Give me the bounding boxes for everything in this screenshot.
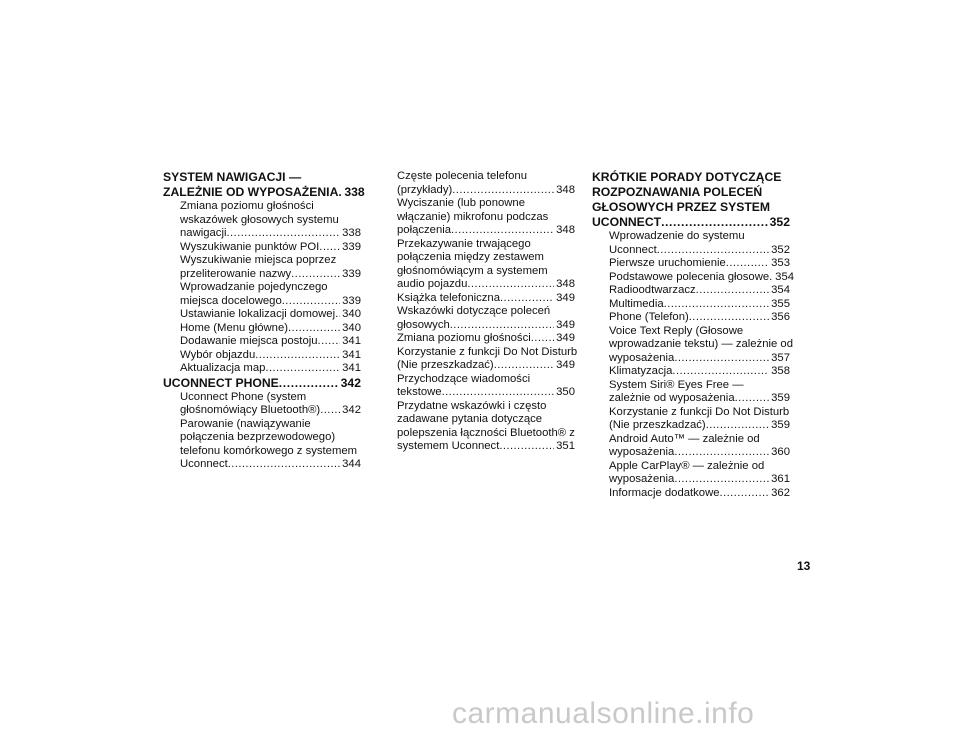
dot-leader	[531, 332, 554, 346]
dot-leader	[265, 362, 340, 376]
toc-entry-text: Home (Menu główne)	[180, 321, 288, 334]
toc-entry-text: Voice Text Reply (Głosowe	[609, 324, 744, 337]
toc-entry	[380, 386, 575, 400]
dot-leader	[696, 284, 769, 298]
toc-column-3	[592, 170, 795, 500]
toc-entry	[592, 352, 790, 366]
toc-entry-text: Phone (Telefon)	[609, 311, 689, 323]
toc-entry-text: telefonu komórkowego z systemem	[180, 444, 358, 457]
toc-entry-text: wprowadzanie tekstu) — zależnie od	[609, 338, 793, 350]
toc-entry-text: Multimedia	[609, 297, 664, 310]
toc-page-number: 354	[775, 270, 795, 283]
toc-entry	[592, 284, 790, 298]
toc-heading	[592, 185, 790, 200]
toc-entry	[592, 298, 790, 312]
toc-entry	[163, 349, 361, 363]
toc-entry	[380, 184, 575, 198]
dot-leader	[674, 352, 769, 366]
toc-page-number: 356	[771, 311, 790, 323]
dot-leader	[674, 446, 769, 460]
toc-entry-text: KRÓTKIE PORADY DOTYCZĄCE	[592, 170, 782, 184]
toc-entry	[163, 241, 361, 255]
toc-entry	[380, 332, 575, 346]
toc-entry-text: wyposażenia	[609, 351, 675, 364]
toc-entry-text: Korzystanie z funkcji Do Not Disturb	[609, 405, 790, 418]
toc-entry-text: połączenia bezprzewodowego)	[180, 431, 336, 443]
toc-entry	[163, 214, 361, 228]
dot-leader	[320, 404, 340, 418]
toc-page-number: 358	[771, 365, 790, 377]
toc-entry-text: wyposażenia	[609, 446, 675, 458]
toc-page-number: 360	[771, 446, 790, 458]
watermark: carmanualsonline.info	[452, 697, 755, 730]
toc-entry	[163, 295, 361, 309]
toc-entry	[592, 244, 790, 258]
toc-entry	[380, 373, 575, 387]
toc-entry	[163, 445, 361, 459]
dot-leader	[726, 257, 769, 271]
dot-leader	[672, 365, 769, 379]
toc-entry	[592, 433, 790, 447]
toc-page-number: 349	[556, 359, 575, 371]
toc-heading	[592, 170, 790, 185]
toc-entry-text: głosowych	[397, 318, 450, 331]
toc-entry	[380, 238, 575, 252]
toc-entry-text: Wybór objazdu	[180, 348, 256, 361]
toc-entry	[163, 458, 361, 472]
toc-entry-text: Podstawowe polecenia głosowe	[609, 270, 770, 283]
dot-leader	[720, 487, 770, 501]
dot-leader	[500, 292, 554, 306]
toc-entry	[592, 473, 790, 487]
toc-entry	[592, 325, 790, 339]
toc-page-number: 348	[556, 183, 575, 196]
toc-entry	[163, 391, 361, 405]
toc-page-number: 362	[771, 486, 790, 499]
dot-leader	[318, 335, 341, 349]
toc-entry-text: (przykłady)	[397, 183, 453, 196]
toc-entry-text: zadawane pytania dotyczące	[397, 413, 543, 425]
toc-entry	[380, 427, 575, 441]
toc-page-number: 348	[556, 278, 575, 290]
toc-entry	[163, 418, 361, 432]
toc-page-number: 344	[342, 458, 361, 470]
toc-entry	[380, 345, 578, 360]
toc-entry	[163, 362, 361, 376]
toc-page-number: 348	[556, 224, 575, 236]
dot-leader	[494, 359, 554, 373]
toc-page-number: 338	[342, 227, 361, 239]
toc-entry-text: Korzystanie z funkcji Do Not Disturb	[397, 345, 578, 358]
toc-entry-text: ZALEŻNIE OD WYPOSAŻENIA	[163, 185, 339, 199]
toc-page-number: 341	[342, 348, 361, 361]
dot-leader	[279, 376, 339, 391]
toc-entry	[380, 224, 575, 238]
toc-page-number: 352	[771, 243, 790, 256]
toc-entry	[380, 197, 575, 211]
dot-leader	[255, 349, 340, 363]
toc-entry	[592, 270, 795, 285]
dot-leader	[664, 298, 770, 312]
dot-leader	[467, 278, 554, 292]
toc-page-number: 354	[771, 284, 790, 296]
toc-entry-text: ROZPOZNAWANIA POLECEŃ	[592, 185, 763, 199]
toc-entry-text: Uconnect	[609, 243, 657, 256]
toc-entry-text: głośnomówiący Bluetooth®)	[180, 404, 321, 416]
toc-entry	[380, 265, 575, 279]
toc-entry	[592, 406, 790, 420]
toc-entry-text: połączenia	[397, 224, 452, 236]
toc-entry-text: głośnomówiącym a systemem	[397, 264, 548, 277]
toc-entry-text: Wprowadzanie pojedynczego	[180, 281, 328, 293]
dot-leader	[288, 322, 340, 336]
toc-entry-text: Uconnect Phone (system	[180, 390, 307, 403]
toc-page-number: 341	[342, 362, 361, 374]
toc-entry-text: System Siri® Eyes Free —	[609, 378, 744, 391]
toc-entry	[592, 379, 790, 393]
toc-entry-text: Przydatne wskazówki i często	[397, 399, 547, 412]
toc-entry	[592, 311, 790, 325]
toc-entry	[163, 200, 361, 214]
dot-leader	[228, 458, 340, 472]
toc-entry-text: (Nie przeszkadzać)	[609, 419, 706, 431]
toc-page-number: 351	[556, 440, 575, 452]
toc-entry	[380, 440, 575, 454]
toc-entry	[592, 446, 790, 460]
toc-entry	[163, 322, 361, 336]
toc-entry-text: polepszenia łączności Bluetooth® z	[397, 426, 575, 439]
toc-heading	[592, 200, 790, 215]
toc-entry	[380, 251, 575, 265]
toc-entry-text: Android Auto™ — zależnie od	[609, 432, 760, 445]
toc-entry	[380, 305, 575, 319]
toc-page-number: 338	[344, 185, 365, 199]
toc-page-number: 342	[342, 404, 361, 416]
toc-page-number: 352	[769, 215, 790, 229]
toc-entry-text: Przekazywanie trwającego	[397, 237, 531, 250]
dot-leader	[499, 440, 554, 454]
toc-heading	[592, 215, 790, 230]
toc-entry-text: Parowanie (nawiązywanie	[180, 417, 311, 430]
toc-entry-text: SYSTEM NAWIGACJI —	[163, 170, 302, 184]
toc-page-number: 339	[342, 240, 361, 253]
dot-leader	[674, 473, 769, 487]
toc-entry	[380, 359, 575, 373]
toc-entry-text: Wprowadzenie do systemu	[609, 230, 745, 242]
toc-entry-text: Klimatyzacja	[609, 365, 673, 377]
toc-page-number: 349	[556, 291, 575, 304]
toc-page-number: 339	[342, 294, 361, 307]
toc-entry	[163, 335, 361, 349]
toc-column-1	[163, 170, 365, 472]
dot-leader	[226, 227, 340, 241]
dot-leader	[282, 295, 340, 309]
toc-entry-text: Pierwsze uruchomienie	[609, 257, 726, 269]
toc-entry	[592, 487, 790, 501]
toc-entry-text: Radioodtwarzacz	[609, 284, 696, 296]
toc-entry-text: Częste polecenia telefonu	[397, 170, 528, 182]
dot-leader	[689, 311, 769, 325]
toc-entry-text: tekstowe	[397, 386, 442, 398]
toc-entry-text: systemem Uconnect	[397, 440, 500, 452]
dot-leader	[735, 392, 770, 406]
toc-heading	[163, 170, 361, 185]
toc-page-number: 349	[556, 332, 575, 344]
dot-leader	[657, 244, 769, 258]
toc-entry-text: audio pojazdu	[397, 278, 468, 290]
toc-entry-text: Aktualizacja map	[180, 362, 266, 374]
toc-entry-text: Wskazówki dotyczące poleceń	[397, 305, 551, 317]
toc-entry-text: Uconnect	[180, 458, 228, 470]
toc-heading	[163, 376, 361, 391]
toc-page-number: 341	[342, 335, 361, 347]
toc-entry-text: UCONNECT	[592, 215, 662, 229]
toc-entry	[380, 400, 575, 414]
dot-leader	[442, 386, 555, 400]
dot-leader	[661, 215, 768, 230]
toc-page-number: 340	[342, 321, 361, 334]
toc-page-number: 342	[340, 375, 361, 390]
toc-entry-text: Wyszukiwanie miejsca poprzez	[180, 254, 337, 266]
toc-entry	[592, 230, 790, 244]
toc-entry	[163, 254, 361, 268]
toc-entry-text: Zmiana poziomu głośności	[180, 200, 314, 212]
dot-leader	[452, 184, 554, 198]
toc-page-number: 350	[556, 386, 575, 398]
toc-entry-text: wyposażenia	[609, 473, 675, 485]
toc-entry-text: wskazówek głosowych systemu	[180, 213, 339, 226]
toc-page-number: 349	[556, 318, 575, 331]
toc-entry	[163, 404, 361, 418]
toc-entry-text: połączenia między zestawem	[397, 251, 544, 263]
toc-entry-text: Ustawianie lokalizacji domowej	[180, 308, 336, 320]
toc-page-number: 357	[771, 351, 790, 364]
toc-entry	[592, 419, 790, 433]
toc-entry-text: (Nie przeszkadzać)	[397, 359, 494, 371]
toc-entry	[592, 257, 790, 271]
page-number: 13	[797, 559, 811, 573]
toc-entry	[380, 170, 575, 184]
dot-leader	[291, 268, 340, 282]
dot-leader	[319, 241, 340, 255]
toc-page-number: 339	[342, 267, 361, 280]
toc-heading	[163, 185, 365, 200]
dot-leader	[450, 319, 554, 333]
toc-entry	[380, 211, 575, 225]
toc-entry-text: Wyszukiwanie punktów POI	[180, 240, 320, 253]
toc-column-2	[380, 170, 578, 454]
toc-entry-text: GŁOSOWYCH PRZEZ SYSTEM	[592, 200, 771, 214]
toc-entry-text: Apple CarPlay® — zależnie od	[609, 459, 765, 472]
toc-entry-text: Zmiana poziomu głośności	[397, 332, 531, 344]
toc-entry-text: Informacje dodatkowe	[609, 486, 720, 499]
toc-entry	[163, 281, 361, 295]
dot-leader	[706, 419, 769, 433]
toc-entry	[380, 319, 575, 333]
toc-entry	[380, 278, 575, 292]
toc-entry	[163, 227, 361, 241]
toc-entry-text: Przychodzące wiadomości	[397, 372, 531, 385]
toc-page-number: 353	[771, 257, 790, 269]
toc-page-number: 359	[771, 392, 790, 404]
toc-entry-text: zależnie od wyposażenia	[609, 392, 735, 404]
toc-entry-text: miejsca docelowego	[180, 294, 282, 307]
toc-entry-text: włączanie) mikrofonu podczas	[397, 210, 549, 223]
toc-entry-text: Książka telefoniczna	[397, 291, 500, 304]
toc-page-number: 361	[771, 473, 790, 485]
toc-entry	[163, 431, 361, 445]
toc-entry	[592, 365, 790, 379]
toc-entry	[380, 292, 575, 306]
toc-entry-text: nawigacji	[180, 227, 227, 239]
toc-page-number: 340	[342, 308, 361, 320]
toc-entry-text: Wyciszanie (lub ponowne	[397, 197, 525, 209]
toc-entry	[163, 308, 361, 322]
toc-entry	[592, 460, 790, 474]
dot-leader	[451, 224, 554, 238]
toc-entry	[163, 268, 361, 282]
toc-page-number: 355	[771, 297, 790, 310]
toc-entry-text: przeliterowanie nazwy	[180, 267, 292, 280]
toc-entry-text: Dodawanie miejsca postoju	[180, 335, 318, 347]
toc-entry	[380, 413, 575, 427]
toc-entry	[592, 392, 790, 406]
toc-page-number: 359	[771, 419, 790, 431]
toc-entry-text: UCONNECT PHONE	[163, 375, 279, 390]
toc-entry	[592, 338, 793, 352]
